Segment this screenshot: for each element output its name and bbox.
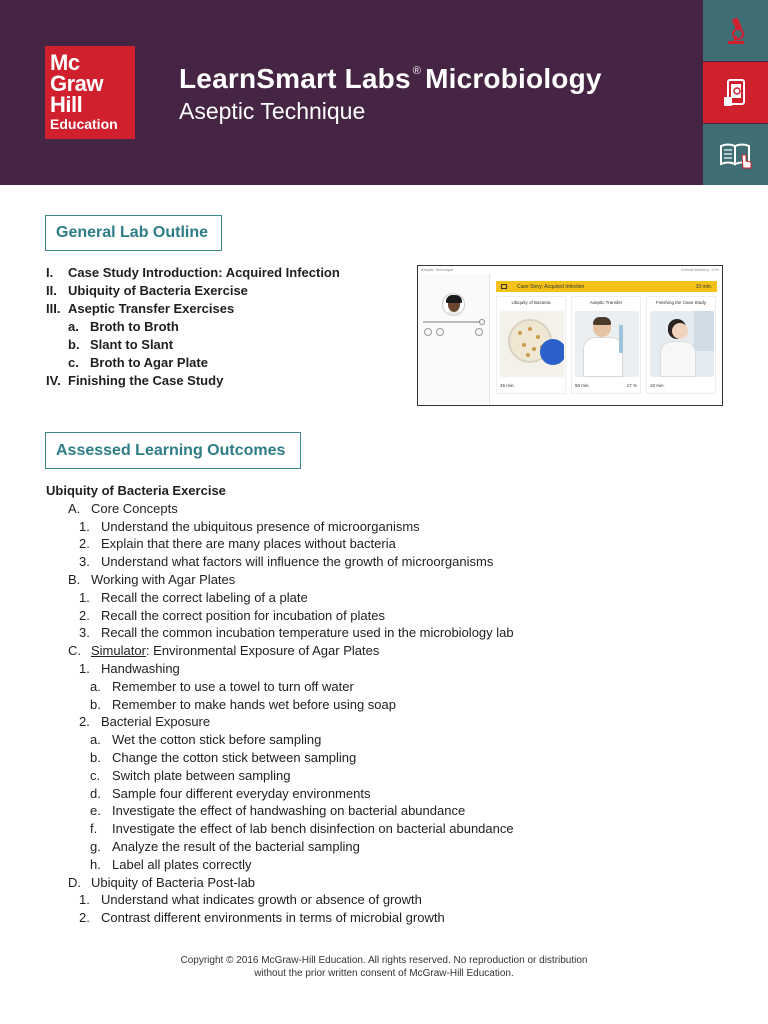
outline-subitem bbox=[46, 354, 340, 372]
petri-dish-image bbox=[500, 311, 564, 377]
item-text: Understand the ubiquitous presence of microorganisms bbox=[101, 518, 420, 534]
outcome-item bbox=[46, 891, 514, 909]
item-num: 1. bbox=[79, 518, 90, 534]
item-num: 3. bbox=[79, 625, 90, 641]
exercise-card-title: Finishing the Case Study bbox=[655, 300, 707, 305]
copyright-line: without the prior written consent of McGraw-Hill Education. bbox=[254, 967, 514, 979]
patient-image bbox=[650, 311, 714, 377]
outcome-item bbox=[46, 731, 514, 749]
avatar-hair bbox=[446, 295, 462, 303]
case-story-time: 10 min. bbox=[695, 283, 712, 290]
exercise-card-meta bbox=[500, 383, 562, 388]
tablet-tile bbox=[703, 62, 768, 123]
outcome-item bbox=[46, 678, 514, 696]
video-progress-knob bbox=[479, 319, 485, 325]
colony-dot bbox=[522, 343, 526, 347]
item-num: 3. bbox=[79, 554, 90, 570]
header-banner bbox=[0, 0, 768, 185]
item-text: Sample four different everyday environments bbox=[112, 785, 371, 801]
play-icon bbox=[436, 328, 444, 336]
outcome-item bbox=[46, 802, 514, 820]
logo-line: Education bbox=[50, 116, 118, 132]
exercise-card-meta bbox=[650, 383, 712, 388]
outline-subitem-num: a. bbox=[68, 319, 79, 334]
tablet-touch-icon bbox=[722, 77, 750, 109]
outline-subitem-num: b. bbox=[68, 337, 80, 352]
rewind-icon bbox=[424, 328, 432, 336]
speech-bubble-icon bbox=[501, 284, 507, 289]
outline-item-num: III. bbox=[46, 301, 61, 316]
item-letter: b. bbox=[90, 696, 101, 712]
item-letter: b. bbox=[90, 749, 101, 765]
simulator-link: Simulator bbox=[91, 643, 146, 659]
section-title: : Environmental Exposure of Agar Plates bbox=[145, 643, 380, 659]
book-tile bbox=[703, 124, 768, 185]
outcome-subsection bbox=[46, 713, 514, 731]
outcome-section bbox=[46, 571, 514, 589]
outcome-section bbox=[46, 500, 514, 518]
outcome-item bbox=[46, 624, 514, 642]
subsection-title: Bacterial Exposure bbox=[101, 714, 211, 730]
outcomes-list bbox=[46, 482, 514, 927]
screenshot-top-bar bbox=[418, 266, 722, 274]
outline-item-num: II. bbox=[46, 283, 57, 298]
outline-item-num: I. bbox=[46, 265, 54, 280]
outline-item bbox=[46, 264, 340, 282]
mcgraw-hill-logo bbox=[45, 46, 135, 139]
lab-technician-image bbox=[575, 311, 639, 377]
outline-item-text: Case Study Introduction: Acquired Infection bbox=[68, 265, 340, 280]
colony-dot bbox=[526, 353, 530, 357]
exercise-card-time: 10 min. bbox=[650, 383, 665, 388]
screenshot-video-panel bbox=[418, 274, 490, 405]
item-num: 2. bbox=[79, 714, 90, 730]
title-text: LearnSmart Labs bbox=[179, 63, 411, 94]
outcome-item bbox=[46, 856, 514, 874]
outcome-item bbox=[46, 696, 514, 714]
exercise-card-title: Ubiquity of Bacteria bbox=[511, 300, 551, 305]
exercise-card-time: 50 min. bbox=[575, 383, 590, 388]
lab-screenshot bbox=[417, 265, 723, 406]
case-story-text: Case Story: Acquired Infection bbox=[517, 283, 585, 290]
outline-item bbox=[46, 372, 340, 390]
microscope-tile bbox=[703, 0, 768, 61]
item-num: 1. bbox=[79, 892, 90, 908]
outline-list bbox=[46, 264, 340, 390]
section-title: Ubiquity of Bacteria Post-lab bbox=[91, 874, 256, 890]
colony-dot bbox=[518, 331, 522, 335]
colony-dot bbox=[528, 327, 532, 331]
section-letter: D. bbox=[68, 874, 81, 890]
item-num: 2. bbox=[79, 536, 90, 552]
outline-subitem-num: c. bbox=[68, 355, 79, 370]
outcome-item bbox=[46, 909, 514, 927]
outline-item bbox=[46, 300, 340, 318]
outcome-item bbox=[46, 820, 514, 838]
general-lab-outline-heading: General Lab Outline bbox=[45, 215, 222, 251]
exercise-card-meta bbox=[575, 383, 637, 388]
colony-dot bbox=[536, 335, 540, 339]
outline-item-text: Aseptic Transfer Exercises bbox=[68, 301, 235, 316]
logo-line: Graw bbox=[50, 71, 104, 96]
item-letter: c. bbox=[90, 767, 101, 783]
item-text: Understand what factors will influence the growth of microorganisms bbox=[101, 554, 494, 570]
page-title bbox=[179, 63, 602, 95]
case-story-title bbox=[501, 284, 584, 290]
copyright-line: Copyright © 2016 McGraw-Hill Education. All rights reserved. No reproduction or distribution bbox=[180, 955, 588, 966]
item-letter: f. bbox=[90, 821, 98, 837]
item-text: Explain that there are many places without bacteria bbox=[101, 536, 396, 552]
exercise-card bbox=[496, 296, 566, 394]
outcome-item bbox=[46, 838, 514, 856]
patient-face bbox=[672, 323, 688, 339]
item-text: Switch plate between sampling bbox=[112, 767, 291, 783]
item-letter: d. bbox=[90, 785, 101, 801]
section-letter: A. bbox=[68, 500, 81, 516]
outline-item-text: Finishing the Case Study bbox=[68, 373, 224, 388]
outcome-section bbox=[46, 642, 514, 660]
outcome-item bbox=[46, 749, 514, 767]
page-subtitle: Aseptic Technique bbox=[179, 98, 366, 124]
subsection-title: Handwashing bbox=[101, 660, 180, 676]
assessed-learning-outcomes-heading: Assessed Learning Outcomes bbox=[45, 432, 301, 469]
item-text: Investigate the effect of handwashing on bacterial abundance bbox=[112, 803, 466, 819]
outline-subitem bbox=[46, 336, 340, 354]
outcome-item bbox=[46, 535, 514, 553]
item-text: Understand what indicates growth or absence of growth bbox=[101, 892, 422, 908]
window bbox=[694, 311, 714, 351]
outcome-section bbox=[46, 874, 514, 892]
screenshot-top-left: Aseptic Technique bbox=[421, 267, 454, 272]
item-text: Recall the correct labeling of a plate bbox=[101, 589, 308, 605]
item-num: 1. bbox=[79, 660, 90, 676]
outcome-item bbox=[46, 553, 514, 571]
captions-icon bbox=[475, 328, 483, 336]
item-text: Label all plates correctly bbox=[112, 856, 252, 872]
exercise-card-time: 45 min. bbox=[500, 383, 515, 388]
item-text: Recall the correct position for incubation of plates bbox=[101, 607, 385, 623]
technician-hair bbox=[593, 317, 611, 325]
exercise-card-pct: 17 % bbox=[626, 383, 637, 388]
item-text: Change the cotton stick between sampling bbox=[112, 749, 357, 765]
item-letter: a. bbox=[90, 678, 101, 694]
exercise-card bbox=[646, 296, 716, 394]
item-text: Recall the common incubation temperature used in the microbiology lab bbox=[101, 625, 514, 641]
item-letter: h. bbox=[90, 856, 101, 872]
logo-line: Mc bbox=[50, 50, 80, 75]
exercise-card-title: Aseptic Transfer bbox=[589, 300, 623, 305]
item-text: Remember to make hands wet before using soap bbox=[112, 696, 396, 712]
outcome-subsection bbox=[46, 660, 514, 678]
outcome-item bbox=[46, 767, 514, 785]
microscope-icon bbox=[723, 16, 749, 46]
copyright-footer bbox=[0, 955, 768, 980]
exercise-card bbox=[571, 296, 641, 394]
section-title: Core Concepts bbox=[91, 500, 178, 516]
lab-coat bbox=[583, 337, 623, 377]
book-hand-icon bbox=[718, 141, 754, 169]
item-letter: g. bbox=[90, 838, 101, 854]
logo-line: Hill bbox=[50, 92, 83, 117]
item-num: 2. bbox=[79, 910, 90, 926]
outcome-item bbox=[46, 589, 514, 607]
outline-item-num: IV. bbox=[46, 373, 61, 388]
outline-subitem-text: Broth to Broth bbox=[90, 319, 179, 334]
item-text: Analyze the result of the bacterial sampling bbox=[112, 838, 360, 854]
outcome-item bbox=[46, 518, 514, 536]
section-letter: B. bbox=[68, 571, 81, 587]
item-text: Investigate the effect of lab bench disinfection on bacterial abundance bbox=[112, 821, 514, 837]
outline-item-text: Ubiquity of Bacteria Exercise bbox=[68, 283, 248, 298]
item-text: Wet the cotton stick before sampling bbox=[112, 732, 322, 748]
registered-mark: ® bbox=[412, 65, 422, 77]
outline-subitem bbox=[46, 318, 340, 336]
section-title: Working with Agar Plates bbox=[91, 571, 236, 587]
item-num: 1. bbox=[79, 589, 90, 605]
screenshot-top-right: Overall Mastery: 17% bbox=[680, 267, 719, 272]
item-text: Remember to use a towel to turn off water bbox=[112, 678, 354, 694]
outline-subitem-text: Broth to Agar Plate bbox=[90, 355, 208, 370]
title-suffix: Microbiology bbox=[425, 63, 602, 94]
test-tube bbox=[619, 325, 623, 353]
avatar bbox=[442, 293, 465, 316]
item-letter: a. bbox=[90, 732, 101, 748]
video-progress-track bbox=[423, 321, 483, 323]
exercise-heading: Ubiquity of Bacteria Exercise bbox=[46, 483, 226, 498]
blue-glove bbox=[540, 339, 564, 365]
outcome-item bbox=[46, 785, 514, 803]
colony-dot bbox=[532, 347, 536, 351]
patient-clothing bbox=[660, 341, 696, 377]
outline-subitem-text: Slant to Slant bbox=[90, 337, 174, 352]
item-num: 2. bbox=[79, 607, 90, 623]
item-text: Contrast different environments in terms of microbial growth bbox=[101, 910, 445, 926]
case-story-bar bbox=[496, 281, 717, 292]
section-letter: C. bbox=[68, 643, 81, 659]
item-letter: e. bbox=[90, 803, 101, 819]
outline-item bbox=[46, 282, 340, 300]
outcome-item bbox=[46, 607, 514, 625]
